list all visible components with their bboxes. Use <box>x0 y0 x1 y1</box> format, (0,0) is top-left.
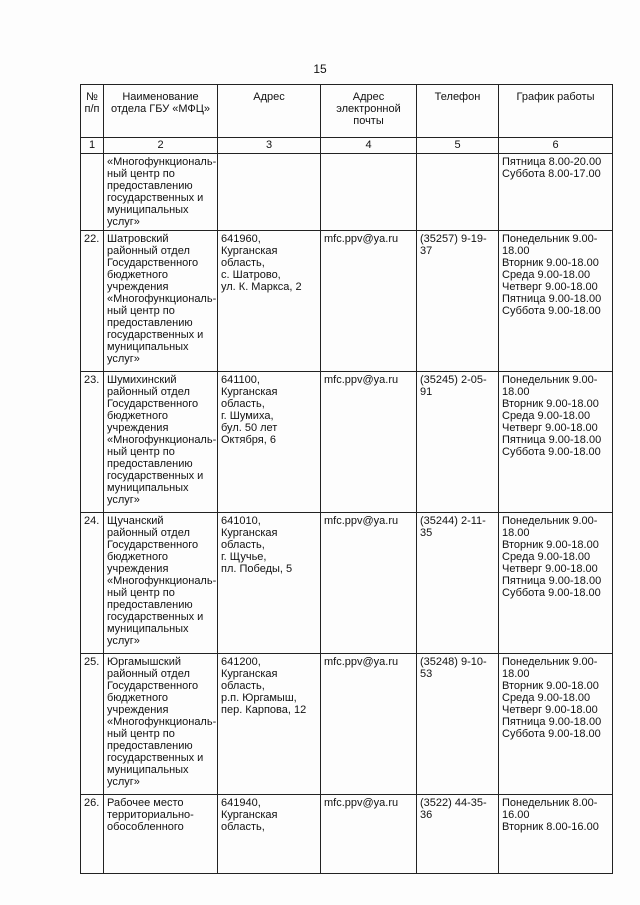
cell-line: Суббота 9.00-18.00 <box>502 446 601 458</box>
cell-line: 37 <box>420 245 433 257</box>
cell-line: п/п <box>84 103 100 115</box>
header-cell-phone <box>417 85 499 138</box>
cell-line: 18.00 <box>502 386 530 398</box>
cell-line: № <box>86 91 98 103</box>
cell-line: (35257) 9-19- <box>420 233 487 245</box>
cell-line: учреждения <box>107 281 169 293</box>
cell-line: ул. К. Маркса, 2 <box>221 281 302 293</box>
cell-line: Государственного <box>107 398 199 410</box>
cell-line: предоставлению <box>107 599 193 611</box>
cell-line: районный отдел <box>107 386 190 398</box>
cell-line: Адрес <box>253 91 285 103</box>
cell-line: Понедельник 9.00- <box>502 374 598 386</box>
cell-line: 53 <box>420 668 433 680</box>
cell-line: учреждения <box>107 422 169 434</box>
cell-line: (35244) 2-11- <box>420 515 486 527</box>
cell-line: Среда 9.00-18.00 <box>502 269 591 281</box>
cell-line: пл. Победы, 5 <box>221 563 293 575</box>
address-cell <box>218 795 321 874</box>
cell-line: электронной <box>336 103 401 115</box>
schedule-cell <box>499 513 613 654</box>
cell-line: Вторник 9.00-18.00 <box>502 257 599 269</box>
column-number: 4 <box>321 138 417 154</box>
cell-line: Понедельник 9.00- <box>502 656 598 668</box>
cell-line: г. Шумиха, <box>221 410 274 422</box>
cell-line: государственных и <box>107 752 204 764</box>
cell-line: 36 <box>420 809 433 821</box>
cell-line: 18.00 <box>502 245 530 257</box>
offices-table <box>80 84 613 874</box>
schedule-cell <box>499 154 613 231</box>
row-number-cell: 24. <box>81 513 104 654</box>
schedule-cell <box>499 795 613 874</box>
column-number: 6 <box>499 138 613 154</box>
phone-cell <box>417 372 499 513</box>
cell-line: услуг» <box>107 635 140 647</box>
cell-line: 35 <box>420 527 433 539</box>
office-name-cell <box>104 513 218 654</box>
cell-line: государственных и <box>107 192 204 204</box>
cell-line: Вторник 9.00-18.00 <box>502 539 599 551</box>
cell-line: «Многофункциональ- <box>107 156 217 168</box>
cell-line: Шумихинский <box>107 374 177 386</box>
cell-line: бюджетного <box>107 410 168 422</box>
address-cell <box>218 231 321 372</box>
cell-line: область, <box>221 257 265 269</box>
cell-line: предоставлению <box>107 317 193 329</box>
cell-line: (3522) 44-35- <box>420 797 487 809</box>
cell-line: муниципальных <box>107 341 189 353</box>
cell-line: с. Шатрово, <box>221 269 281 281</box>
cell-line: предоставлению <box>107 180 193 192</box>
row-number-cell: 26. <box>81 795 104 874</box>
cell-line: Среда 9.00-18.00 <box>502 410 591 422</box>
column-number: 5 <box>417 138 499 154</box>
address-cell <box>218 372 321 513</box>
table-row <box>81 372 613 513</box>
cell-line: Понедельник 8.00- <box>502 797 598 809</box>
office-name-cell <box>104 231 218 372</box>
cell-line: Суббота 9.00-18.00 <box>502 305 601 317</box>
cell-line: Курганская <box>221 386 278 398</box>
cell-line: Среда 9.00-18.00 <box>502 692 591 704</box>
cell-line: Государственного <box>107 257 199 269</box>
cell-line: Пятница 9.00-18.00 <box>502 293 602 305</box>
email-cell: mfc.ppv@ya.ru <box>321 654 417 795</box>
column-number: 2 <box>104 138 218 154</box>
header-row <box>81 85 613 138</box>
cell-line: Среда 9.00-18.00 <box>502 551 591 563</box>
cell-line: ный центр по <box>107 587 175 599</box>
table-row <box>81 154 613 231</box>
email-cell: mfc.ppv@ya.ru <box>321 513 417 654</box>
cell-line: бюджетного <box>107 692 168 704</box>
cell-line: бюджетного <box>107 551 168 563</box>
cell-line: ный центр по <box>107 446 175 458</box>
office-name-cell <box>104 372 218 513</box>
cell-line: Адрес <box>352 91 385 103</box>
cell-line: услуг» <box>107 216 140 228</box>
cell-line: Суббота 9.00-18.00 <box>502 587 601 599</box>
cell-line: (35245) 2-05- <box>420 374 487 386</box>
cell-line: Четверг 9.00-18.00 <box>502 704 598 716</box>
header-cell-email <box>321 85 417 138</box>
cell-line: График работы <box>516 91 595 103</box>
schedule-cell <box>499 372 613 513</box>
column-number: 3 <box>218 138 321 154</box>
cell-line: муниципальных <box>107 482 189 494</box>
cell-line: Курганская <box>221 809 278 821</box>
office-name-cell <box>104 654 218 795</box>
cell-line: Шатровский <box>107 233 169 245</box>
header-cell-address <box>218 85 321 138</box>
address-cell <box>218 154 321 231</box>
cell-line: г. Щучье, <box>221 551 267 563</box>
cell-line: предоставлению <box>107 458 193 470</box>
column-number-row <box>81 138 613 154</box>
cell-line: 641010, <box>221 515 261 527</box>
header-cell-schedule <box>499 85 613 138</box>
cell-line: область, <box>221 821 265 833</box>
cell-line: Государственного <box>107 680 199 692</box>
cell-line: пер. Карпова, 12 <box>221 704 307 716</box>
cell-line: Телефон <box>434 91 481 103</box>
cell-line: услуг» <box>107 353 140 365</box>
cell-line: Пятница 9.00-18.00 <box>502 434 602 446</box>
cell-line: Государственного <box>107 539 199 551</box>
email-cell: mfc.ppv@ya.ru <box>321 372 417 513</box>
cell-line: 18.00 <box>502 527 530 539</box>
office-name-cell <box>104 795 218 874</box>
cell-line: область, <box>221 539 265 551</box>
cell-line: учреждения <box>107 563 169 575</box>
cell-line: Вторник 8.00-16.00 <box>502 821 599 833</box>
row-number-cell: 22. <box>81 231 104 372</box>
row-number-cell <box>81 154 104 231</box>
page-number: 15 <box>313 62 327 76</box>
table-row <box>81 654 613 795</box>
table-row <box>81 513 613 654</box>
address-cell <box>218 654 321 795</box>
cell-line: районный отдел <box>107 527 190 539</box>
cell-line: предоставлению <box>107 740 193 752</box>
cell-line: Пятница 9.00-18.00 <box>502 716 602 728</box>
cell-line: Октября, 6 <box>221 434 276 446</box>
email-cell <box>321 154 417 231</box>
cell-line: 18.00 <box>502 668 530 680</box>
phone-cell <box>417 654 499 795</box>
schedule-cell <box>499 654 613 795</box>
row-number-cell: 23. <box>81 372 104 513</box>
cell-line: Четверг 9.00-18.00 <box>502 422 598 434</box>
header-cell-num <box>81 85 104 138</box>
header-cell-name <box>104 85 218 138</box>
row-number-cell: 25. <box>81 654 104 795</box>
cell-line: бул. 50 лет <box>221 422 278 434</box>
cell-line: 641100, <box>221 374 260 386</box>
column-number: 1 <box>81 138 104 154</box>
cell-line: Понедельник 9.00- <box>502 233 598 245</box>
cell-line: Вторник 9.00-18.00 <box>502 680 599 692</box>
cell-line: Наименование <box>122 91 199 103</box>
table-row <box>81 231 613 372</box>
cell-line: 641200, <box>221 656 261 668</box>
cell-line: ный центр по <box>107 168 175 180</box>
cell-line: Суббота 8.00-17.00 <box>502 168 601 180</box>
phone-cell <box>417 154 499 231</box>
cell-line: Курганская <box>221 668 278 680</box>
cell-line: «Многофункциональ- <box>107 575 217 587</box>
cell-line: 91 <box>420 386 433 398</box>
cell-line: обособленного <box>107 821 184 833</box>
cell-line: Понедельник 9.00- <box>502 515 598 527</box>
email-cell: mfc.ppv@ya.ru <box>321 795 417 874</box>
office-name-cell <box>104 154 218 231</box>
cell-line: государственных и <box>107 329 204 341</box>
cell-line: «Многофункциональ- <box>107 293 217 305</box>
cell-line: Пятница 8.00-20.00 <box>502 156 602 168</box>
cell-line: учреждения <box>107 704 169 716</box>
phone-cell <box>417 795 499 874</box>
cell-line: 641940, <box>221 797 261 809</box>
cell-line: «Многофункциональ- <box>107 716 217 728</box>
cell-line: муниципальных <box>107 204 189 216</box>
cell-line: область, <box>221 398 265 410</box>
cell-line: услуг» <box>107 494 140 506</box>
table-row <box>81 795 613 874</box>
schedule-cell <box>499 231 613 372</box>
cell-line: (35248) 9-10- <box>420 656 487 668</box>
cell-line: Суббота 9.00-18.00 <box>502 728 601 740</box>
cell-line: почты <box>353 115 384 127</box>
email-cell: mfc.ppv@ya.ru <box>321 231 417 372</box>
cell-line: районный отдел <box>107 245 190 257</box>
cell-line: Курганская <box>221 527 278 539</box>
cell-line: ный центр по <box>107 305 175 317</box>
cell-line: отдела ГБУ «МФЦ» <box>110 103 211 115</box>
cell-line: государственных и <box>107 611 204 623</box>
cell-line: 16.00 <box>502 809 530 821</box>
cell-line: р.п. Юргамыш, <box>221 692 297 704</box>
cell-line: Пятница 9.00-18.00 <box>502 575 602 587</box>
cell-line: территориально- <box>107 809 194 821</box>
phone-cell <box>417 513 499 654</box>
cell-line: Вторник 9.00-18.00 <box>502 398 599 410</box>
cell-line: муниципальных <box>107 623 189 635</box>
cell-line: Четверг 9.00-18.00 <box>502 563 598 575</box>
cell-line: Четверг 9.00-18.00 <box>502 281 598 293</box>
cell-line: область, <box>221 680 265 692</box>
cell-line: Рабочее место <box>107 797 184 809</box>
cell-line: «Многофункциональ- <box>107 434 217 446</box>
address-cell <box>218 513 321 654</box>
cell-line: услуг» <box>107 776 140 788</box>
cell-line: государственных и <box>107 470 204 482</box>
phone-cell <box>417 231 499 372</box>
cell-line: районный отдел <box>107 668 190 680</box>
cell-line: 641960, <box>221 233 261 245</box>
cell-line: Щучанский <box>107 515 164 527</box>
cell-line: Курганская <box>221 245 278 257</box>
cell-line: бюджетного <box>107 269 168 281</box>
cell-line: муниципальных <box>107 764 189 776</box>
cell-line: Юргамышский <box>107 656 182 668</box>
cell-line: ный центр по <box>107 728 175 740</box>
